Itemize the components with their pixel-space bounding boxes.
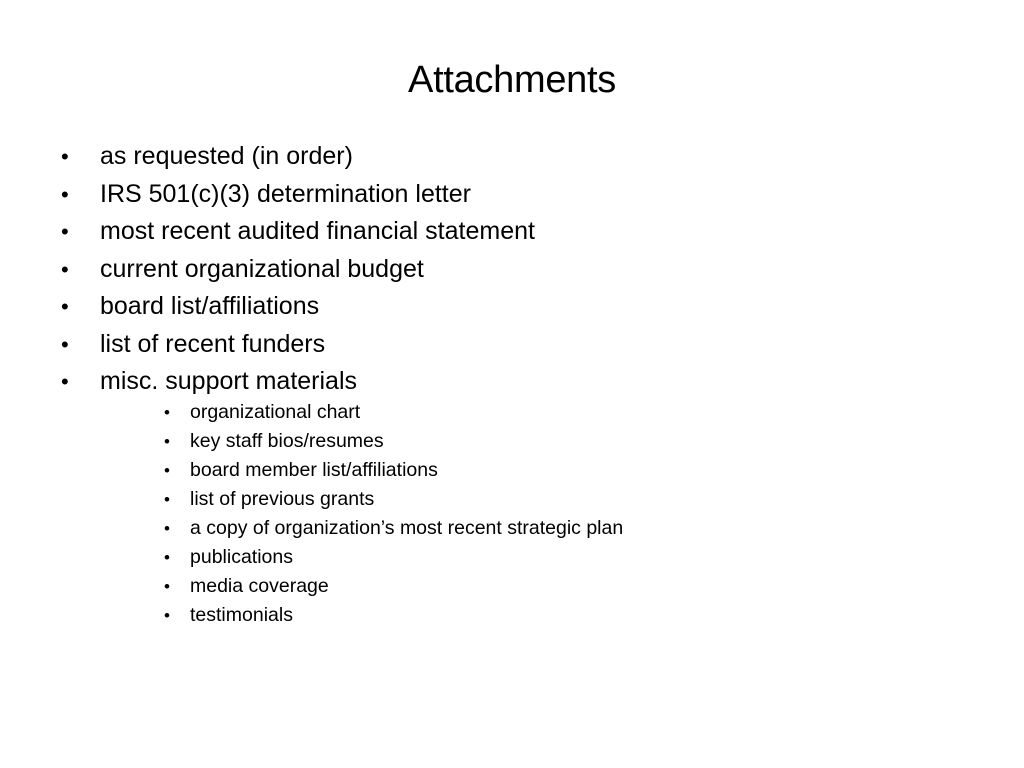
sub-list-item-text: publications (190, 546, 293, 568)
sub-list-item-text: list of previous grants (190, 488, 375, 510)
bullet-icon: • (61, 181, 69, 207)
list-item-text: as requested (in order) (100, 142, 353, 170)
bullet-icon: • (164, 461, 170, 480)
bullet-icon: • (164, 519, 170, 538)
bullet-icon: • (61, 256, 69, 282)
list-item-text: IRS 501(c)(3) determination letter (100, 179, 471, 208)
bullet-icon: • (61, 219, 69, 244)
bullet-icon: • (61, 331, 69, 357)
list-item-text: current organizational budget (100, 254, 424, 283)
sub-list-item-text: organizational chart (190, 401, 361, 423)
list-item-text: misc. support materials (100, 367, 358, 395)
list-item-text: most recent audited financial statement (100, 217, 535, 245)
bullet-icon: • (61, 369, 69, 394)
bullet-icon: • (164, 577, 170, 596)
bullet-icon: • (164, 403, 170, 422)
sub-list-item-text: a copy of organization’s most recent strategic plan (190, 517, 624, 539)
bullet-icon: • (164, 606, 170, 625)
list-item-text: board list/affiliations (100, 292, 320, 320)
sub-list-item-text: testimonials (190, 604, 293, 626)
bullet-icon: • (164, 432, 170, 451)
sub-list-item-text: board member list/affiliations (190, 459, 438, 481)
bullet-icon: • (61, 144, 69, 169)
bullet-icon: • (61, 294, 69, 319)
slide-title: Attachments (408, 59, 616, 101)
list-item-text: list of recent funders (100, 329, 326, 358)
sub-list-item-text: media coverage (190, 575, 329, 597)
sub-list-item-text: key staff bios/resumes (190, 430, 384, 452)
bullet-icon: • (164, 490, 170, 509)
bullet-icon: • (164, 548, 170, 567)
